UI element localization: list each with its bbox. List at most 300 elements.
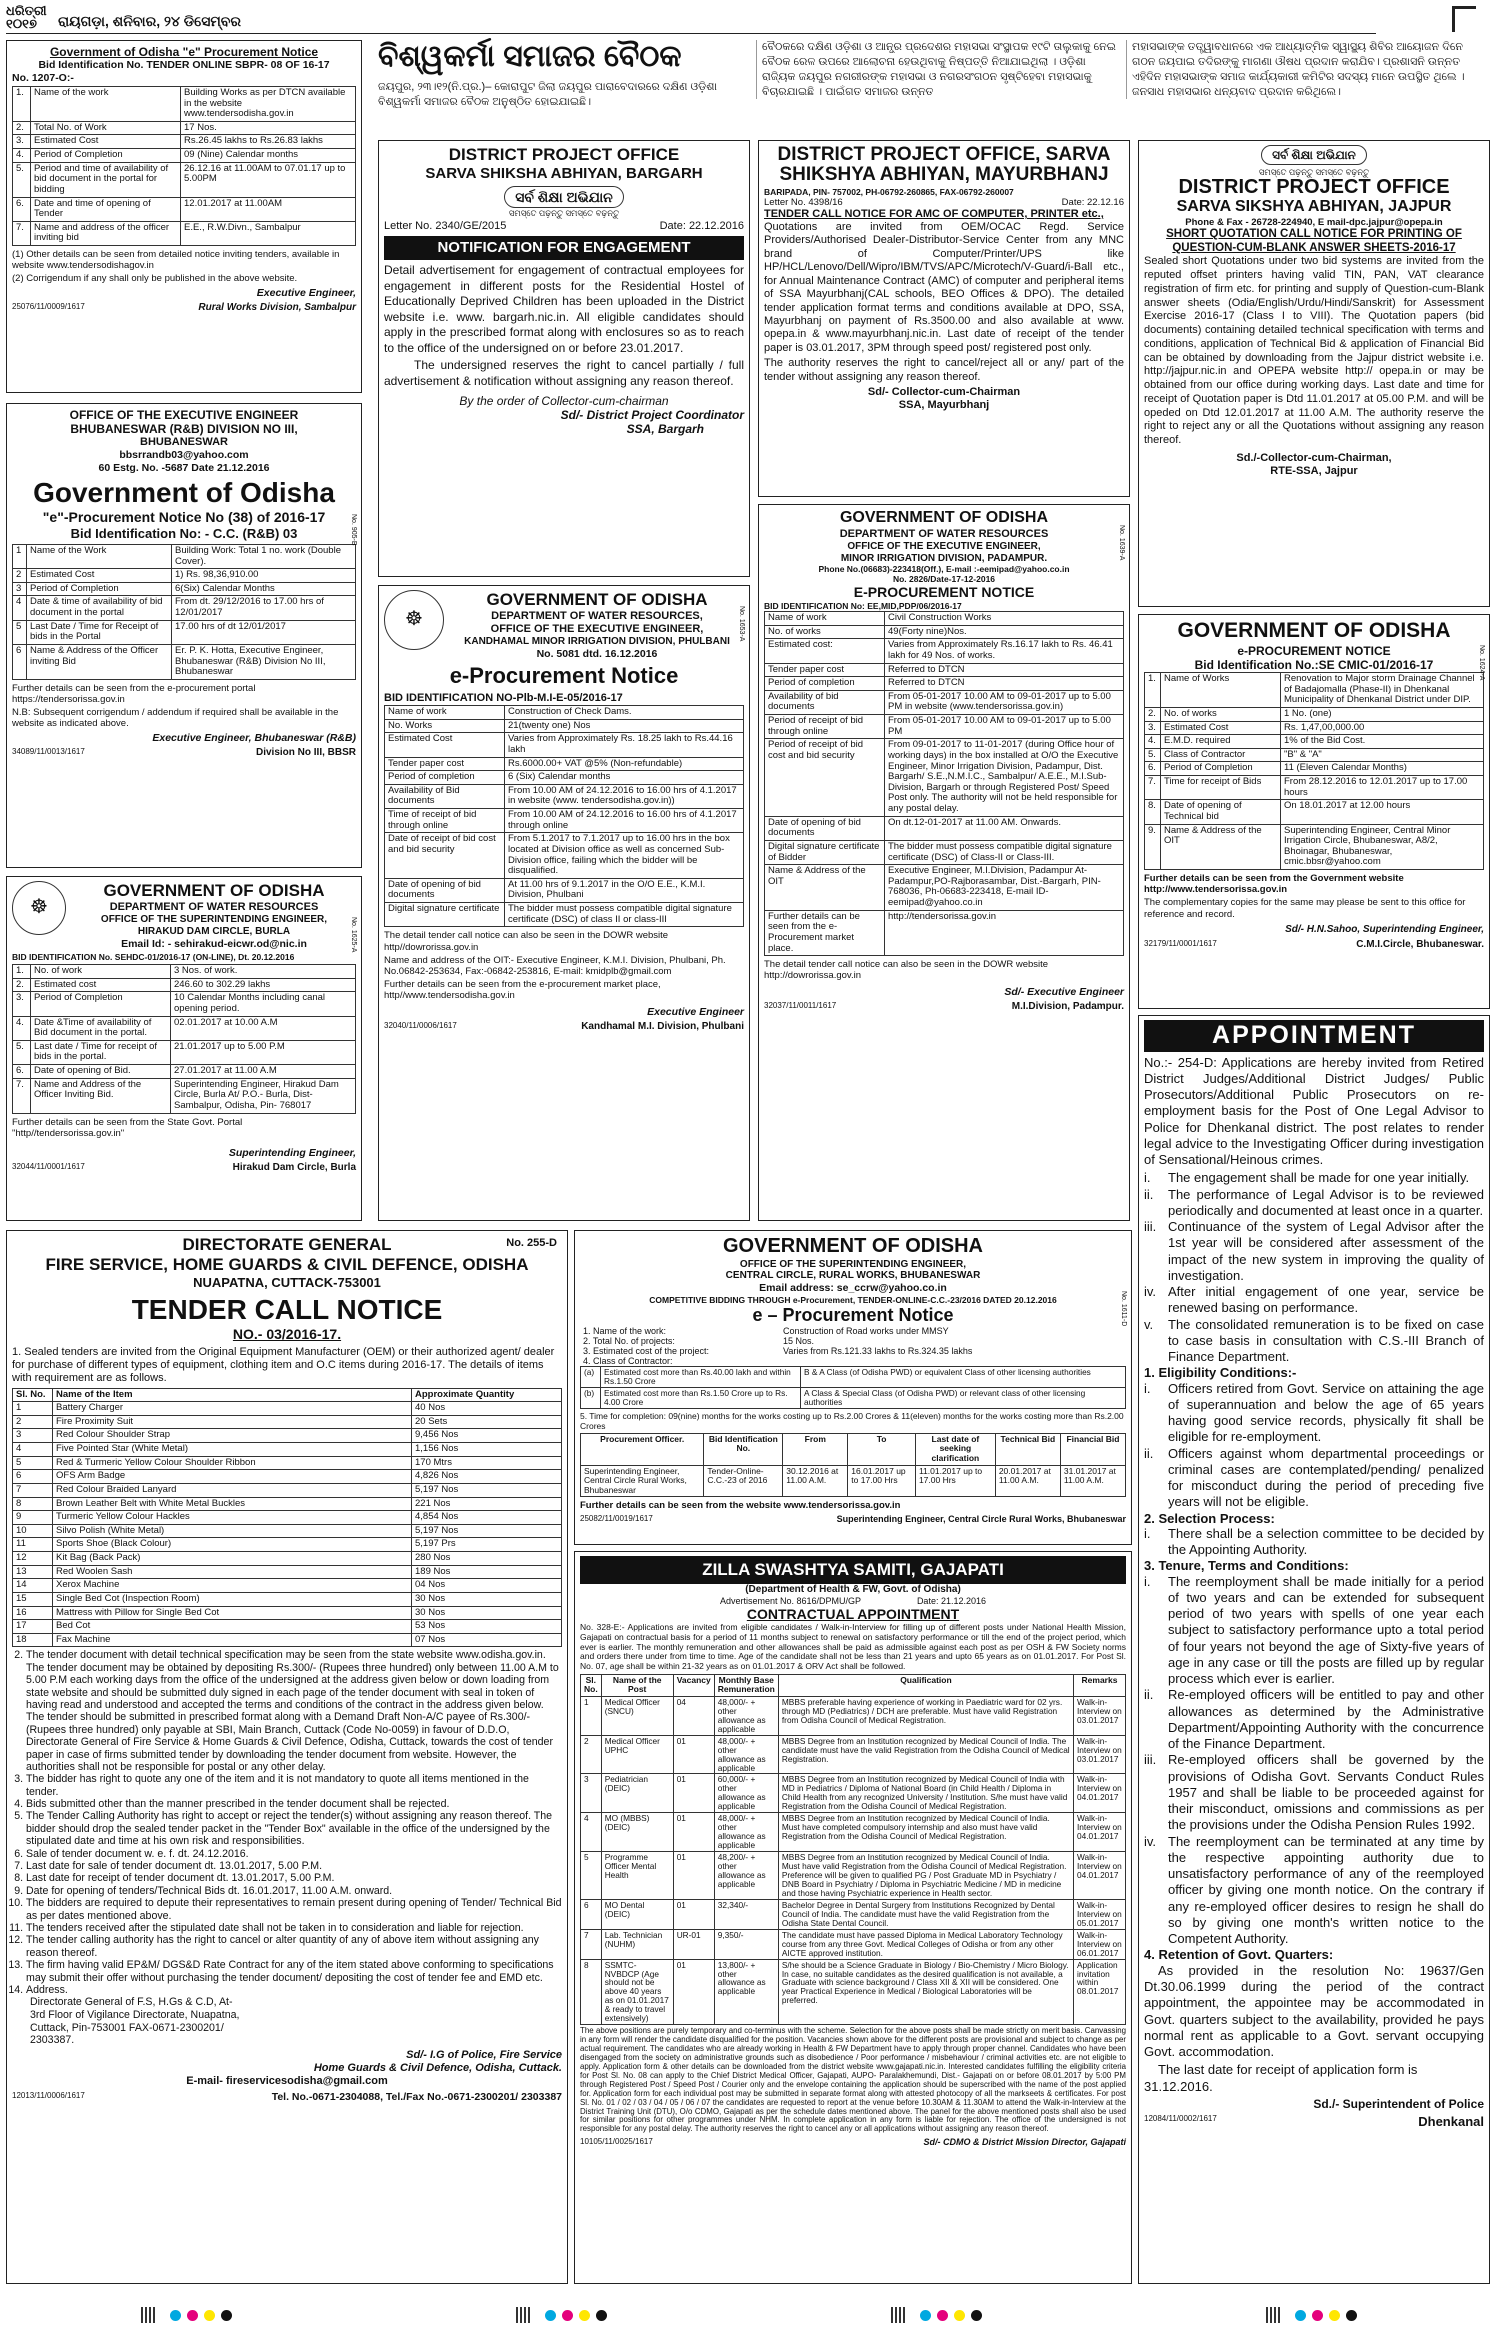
table-cell: "B" & "A" xyxy=(1281,748,1484,762)
cmic-bhubaneswar-notice: No. 1624-A GOVERNMENT OF ODISHA e-PROCUREMENT NOTICE Bid Identification No.:SE CMIC-01/2016-17 1. Name of Works Renovation to Major storm Drainage Channel of Badajomalla (Phase-II) in Dhenkanal Municipality of Dhenkanal District under DIP. 2. No. of works 1 No. (one) 3. Estimated Cost Rs. 1,47,00,000.00 4. E.M.D. required 1% of the Bid Cost. 5. Class of Contractor "B" & "A" 6. Period of Completion 11 (Eleven Calendar Months) 7. Time for receipt of Bids From 28.12.2016 to 12.01.2017 up to 17.00 hours 8. Date of opening of Technical bid On 18.01.2017 at 12.00 hours 9. Name & Address of the OIT Superintending Engineer, Central Minor Irrigation Circle, Bhubaneswar, A8/2, Bhoinagar, Bhubaneswar, cmic.bbsr@yahoo.com Further details can be seen from the Government website http://www.tendersorissa.gov.in The complementary copies for the same may please be sent to this office for reference and record. Sd/- H.N.Sahoo, Superintending Engineer, 32179/11/0001/1617 C.M.I.Circle, Bhubaneswar. xyxy=(1138,614,1490,1009)
table-cell: Period of Completion xyxy=(1161,762,1281,776)
list-item: 14. Address. xyxy=(26,1984,562,1996)
table-row xyxy=(765,739,1124,816)
table-cell: From 10.00 AM of 24.12.2016 to 16.00 hrs of 4.1.2017 in website (www. tendersodisha.gov.in)) xyxy=(505,784,744,808)
table-cell: 6 xyxy=(13,1470,53,1484)
table-cell: Building Works as per DTCN available in the website www.tendersodisha.gov.in xyxy=(181,86,356,121)
table-cell: 31.01.2017 at 11.00 A.M. xyxy=(1060,1465,1125,1497)
table-cell: 4 xyxy=(13,1443,53,1457)
table-cell: MO Dental (DEIC) xyxy=(601,1899,673,1929)
table-cell: http://tendersorissa.gov.in xyxy=(885,910,1124,956)
table-row xyxy=(581,1959,1126,2025)
color-swatch-group xyxy=(141,2307,235,2323)
table-row xyxy=(385,784,744,808)
table-cell: 48,000/- + other allowance as applicable xyxy=(714,1735,778,1774)
table-row xyxy=(13,1633,562,1647)
table-cell: Tender paper cost xyxy=(385,757,505,771)
table-cell: Medical Officer UPHC xyxy=(601,1735,673,1774)
table-cell: From 5.1.2017 to 7.1.2017 up to 16.00 hrs in the box located at Division office as well as concerned Sub-Division office, failing which the bidder will be disqualified. xyxy=(505,833,744,879)
table-cell: 11 (Eleven Calendar Months) xyxy=(1281,762,1484,776)
table-row xyxy=(13,1040,356,1064)
table-row xyxy=(1145,762,1484,776)
table-cell: 1,156 Nos xyxy=(412,1443,562,1457)
table-cell: 01 xyxy=(673,1813,714,1852)
table-cell: Date & time of availability of bid document in the portal xyxy=(27,596,172,620)
table-row xyxy=(13,1415,562,1429)
table-row xyxy=(581,1774,1126,1813)
color-swatch-group xyxy=(891,2307,985,2323)
table-cell: Silvo Polish (White Metal) xyxy=(53,1524,412,1538)
table-cell: E.E., R.W.Divn., Sambalpur xyxy=(181,221,356,245)
table-cell: Name of Works xyxy=(1161,673,1281,708)
table-cell: Superintending Engineer, Central Circle Rural Works, Bhubaneswar xyxy=(581,1465,704,1497)
table-cell: 49(Forty nine)Nos. xyxy=(885,625,1124,639)
table-row xyxy=(13,1511,562,1525)
table-cell: 12.01.2017 at 11.00AM xyxy=(181,197,356,221)
color-dot xyxy=(1295,2310,1306,2321)
table-cell: Red Woolen Sash xyxy=(53,1565,412,1579)
table-row xyxy=(580,1346,1126,1356)
table-cell: Period of Completion xyxy=(31,992,171,1016)
table-row xyxy=(385,903,744,927)
column-header: Last date of seeking clarification xyxy=(915,1433,995,1465)
table-cell: B & A Class (of Odisha PWD) or equivalent Class of other licensing authorities xyxy=(801,1367,1126,1388)
table-cell: On 18.01.2017 at 12.00 hours xyxy=(1281,800,1484,824)
gray-bar xyxy=(1266,2307,1282,2323)
table-row xyxy=(765,865,1124,911)
table-cell: Name of the work xyxy=(31,86,181,121)
table-cell: Superintending Engineer, Hirakud Dam Circle, Burla At/ P.O.- Burla, Dist- Sambalpur, Odisha, Pin- 768017 xyxy=(171,1078,356,1113)
table-row xyxy=(580,1336,1126,1346)
table-row xyxy=(1145,776,1484,800)
table-cell: Date of opening of Bid. xyxy=(31,1065,171,1079)
table-cell: 1% of the Bid Cost. xyxy=(1281,735,1484,749)
table-cell: 6. xyxy=(13,197,31,221)
column-header: Vacancy xyxy=(673,1674,714,1696)
table-cell: Rs.26.45 lakhs to Rs.26.83 lakhs xyxy=(181,135,356,149)
table-cell: 4 xyxy=(581,1813,602,1852)
table-cell: Red & Turmeric Yellow Colour Shoulder Ribbon xyxy=(53,1456,412,1470)
odisha-emblem-icon: ☸ xyxy=(12,881,66,935)
table-cell: 5,197 Nos xyxy=(412,1524,562,1538)
table-row xyxy=(13,221,356,245)
table-row xyxy=(765,639,1124,663)
table-cell: 280 Nos xyxy=(412,1552,562,1566)
table-cell: Referred to DTCN xyxy=(885,663,1124,677)
table-row xyxy=(1145,748,1484,762)
table-row xyxy=(13,596,356,620)
color-dot xyxy=(204,2310,215,2321)
table-cell: Kit Bag (Back Pack) xyxy=(53,1552,412,1566)
table-cell: 1. xyxy=(13,86,31,121)
story-lead: ଜୟପୁର, ୨୩।୧୨(ନି.ପ୍ର.)– କୋରାପୁଟ ଜିଲା ଜୟପୁର ପାରାବେଦାରରେ ଦକ୍ଷିଣ ଓଡ଼ିଶା ବିଶ୍ୱକର୍ମା ସମାଜର ବୈଠକ ଅନୁଷ୍ଠିତ ହୋଇଯାଇଛି। xyxy=(378,81,717,108)
table-row xyxy=(581,1735,1126,1774)
table-cell: Date of opening of Technical bid xyxy=(1161,800,1281,824)
corner-mark xyxy=(1452,6,1476,32)
table-row xyxy=(13,121,356,135)
table-cell: 170 Mtrs xyxy=(412,1456,562,1470)
table-cell: 5 xyxy=(581,1852,602,1900)
table-row xyxy=(385,809,744,833)
table-cell: The candidate must have passed Diploma in Medical Laboratory Technology course from any three Govt. Medical Colleges of Odisha or from any other AICTE approved institution. xyxy=(778,1929,1073,1959)
color-dot xyxy=(170,2310,181,2321)
table-cell: 27.01.2017 at 11.00 A.M xyxy=(171,1065,356,1079)
color-dot xyxy=(1346,2310,1357,2321)
zilla-swasthya-samiti-notice: ZILLA SWASHTYA SAMITI, GAJAPATI (Department of Health & FW, Govt. of Odisha) Advertisement No. 8616/DPMU/GP Date: 21.12.2016 CONTRACTUAL APPOINTMENT No. 328-E:- Applications are invited from eligible candidates / Walk-in-Interview for filling up of different posts under National Health Mission, Gajapati on contractual basis for a period of 11 months subject to renewal on satisfactory performance or till the end of the project period, which ever is earlier. The monthly remuneration and other allowances shall be paid as admissible against each post as per OSH & FW Society norms and orders there under from time to time. Age of the candidate shall not be less than 21 years and upto 65 years as on 01.01.2017. For Post Sl. No. 07, age shall be within 21-32 years as on 01.01.2017 & ORV Act shall be followed. Sl. No. Name of the Post Vacancy Monthly Base Remuneration Qualification Remarks 1 Medical Officer (SNCU) 04 48,000/- + other allowance as applicable MBBS preferable having experience of working in Paediatric ward for 02 yrs. through MD (Pediatrics) / DCH are preferable. Must have valid Registration from Odisha Council of Medical Registration. Walk-in-Interview on 03.01.2017 2 Medical Officer UPHC 01 48,000/- + other allowance as applicable MBBS Degree from an Institution recognized by Medical Council of India. The candidate must have the valid Registration from the Odisha Council of Medical Registration. Walk-in-Interview on 03.01.2017 3 Pediatrician (DEIC) 01 60,000/- + other allowance as applicable MBBS Degree from an Institution recognized by Medical Council of India with MD in Pediatrics / Diploma of National Board (in Child Health / Diploma in Child Health from any recognized University / Institution. S/he must have valid Registration from the Odisha Council of Medical Registration. Walk-in-Interview on 04.01.2017 4 MO (MBBS) (DEIC) 01 48,000/- + other allowance as applicable MBBS Degree from an Institution recognized by Medical Council of India. Must have completed compulsory internship and also must have valid Registration from the Odisha Council of Medical Registration. Walk-in-Interview on 04.01.2017 5 Programme Officer Mental Health 01 48,200/- + other allowance as applicable MBBS Degree from an Institution recognized by Medical Council of India. Must have valid Registration from the Odisha Council of Medical Registration. Preference will be given to qualified PG / Post Graduate MD in Psychiatry / DNB Board in Psychiatry / Diploma in Psychiatric Medicine / MD in medicine and those having Psychiatric experience in Health sector. Walk-in-Interview on 04.01.2017 6 MO Dental (DEIC) 01 32,340/- Bachelor Degree in Dental Surgery from Institutions Recognized by Dental Council of India. The candidate must have the valid Registration from the Odisha State Dental Council. Walk-in-Interview on 05.01.2017 7 Lab. Technician (NUHM) UR-01 9,350/- The candidate must have passed Diploma in Medical Laboratory Technology course from any three Govt. Medical Colleges of Odisha or from any other AICTE approved institution. Walk-in-Interview on 06.01.2017 8 SSMTC-NVBDCP (Age should not be above 40 years as on 01.01.2017 & ready to travel extensively) 01 13,800/- + other allowance as applicable S/he should be a Science Graduate in Biology / Bio-Chemistry / Micro Biology. In case, no suitable candidates as the desired qualification is not available, a Graduate with science background / Class XII & XII will be considered. One year Practical Experience in Medical / Biological Laboratories will be preferred. Application invitation within 08.01.2017 The above positions are purely temporary and co-terminus with the scheme. Selection for the above posts shall be made strictly on merit basis. Canvassing in any form will render the candidate disqualified for the position. Vacancies shown above for the different posts are provisional and subject to change as per actual requirement. The candidates who are already working in Health & FW Department have to apply through proper channel. Candidates who have been disengaged from the society on administrative grounds such as disobedience / Poor performance / misbehaviour / criminal activities etc. are not eligible to apply. Application form & other details can be downloaded from the district website www.gajapati.nic.in. Interested candidates fulfilling the eligibility criteria for Post Sl. No. 08 can apply to the Chief District Medical Officer, Gajapati, AUPO- Paralakhemundi, Dist.- Gajapati on or before 08.01.2017 by 5:00 PM through Registered Post / Speed Post / Courier only and the envelope containing the application should be superscribed with the name of the post applied for. Application form for each individual post may be submitted in separate format along with attested photocopy of all the markseets & certificates. For post Sl. No. 01 / 02 / 03 / 04 / 05 / 06 / 07 the candidates are requested to report at the venue before 10.30AM & 11.30AM to attend the Walk-in-Interview at the District Training Unit (DTU), O/o CDMO, Gajapati as per the schedule dates mentioned above. The panel for the above mentioned posts shall also be used for similar positions for other programmes under NHM. In complete application in any form is liable for rejection. The office of the undersigned is not responsible for any postal delay. The authority reserves the right to cancel any or all applications without assigning any reason thereof. 10105/11/0025/1617 Sd/- CDMO & District Mission Director, Gajapati xyxy=(574,1551,1132,2284)
appointment-notice: APPOINTMENT No.:- 254-D: Applications are hereby invited from Retired District Judges/Additional District Judges/ Public Prosecutors/Additional Public Prosecutors on re-employment basis for the Post of One Legal Advisor to Police for Dhenkanal district. The post relates to render legal advice to the Investigating Officer during investigation of Sensational/Heinous crimes. i. The engagement shall be made for one year initially. ii. The performance of Legal Advisor is to be reviewed periodically and documented at least once in a quarter. iii. Continuance of the system of Legal Advisor after the 1st year will be considered after assessment of the impact of the new system in improving the quality of investigation. iv. After initial engagement of one year, service be renewed basing on performance. v. The consolidated remuneration is to be fixed on case to case basis in consultation with C.S.-III Branch of Finance Department. 1. Eligibility Conditions:- i. Officers retired from Govt. Service on attaining the age of superannuation and below the age of 65 years having good service records, physically fit shall be eligible for re-employment. ii. Officers against whom departmental proceedings or criminal cases are contemplated/pending/ penalized for misconduct during the period of preceding five years will not be eligible. 2. Selection Process: i. There shall be a selection committee to be decided by the Appointing Authority. 3. Tenure, Terms and Conditions: i. The reemployment shall be made initially for a period of two years and can be extended for subsequent period of two years with spells of one year each subject to satisfactory performance upto a total period of four years not beyond the age of Sixty-five years of age in any case or till the posts are filled up by regular process which ever is earlier. ii. Re-employed officers will be entitled to pay and other allowances as determined by the Administrative Department/Appointing Authority with the concurrence of the Finance Department. iii. Re-employed officers shall be governed by the provisions of Odisha Govt. Servants Conduct Rules 1957 and shall be liable to be proceeded against for their misconduct, omissions and commissions as per the provisions under the Odisha Pension Rules 1992. iv. The reemployment can be terminated at any time by the respective appointing authority due to unsatisfactory performance of any of the reemployed officer by giving one month notice. On the contrary if any re-employed officer desires to resign he shall do so by giving one month's written notice to the Competent Authority. 4. Retention of Govt. Quarters: As provided in the resolution No: 19637/Gen Dt.30.06.1999 during the period of the contract appointment, the appointee may be accommodated in Govt. quarters subject to the availability, provided he pays normal rent as applicable to a Govt. servant occupying Govt. accommodation. The last date for receipt of application form is 31.12.2016. Sd./- Superintendent of Police 12084/11/0002/1617 Dhenkanal xyxy=(1138,1015,1490,2284)
table-row xyxy=(13,149,356,163)
table-cell: Xerox Machine xyxy=(53,1579,412,1593)
table-row xyxy=(13,1497,562,1511)
table-cell: Single Bed Cot (Inspection Room) xyxy=(53,1592,412,1606)
table-cell: The bidder must possess compatible digital signature certificate (DSC) of Class-II or Class-III. xyxy=(885,840,1124,864)
table-cell: Construction of Check Dams. xyxy=(505,706,744,720)
table-row xyxy=(13,1402,562,1416)
table-cell: 1 xyxy=(581,1696,602,1735)
table-row xyxy=(1145,673,1484,708)
table-cell: Digital signature certificate xyxy=(385,903,505,927)
column-header: Sl. No. xyxy=(581,1674,602,1696)
table-cell: Walk-in-Interview on 04.01.2017 xyxy=(1074,1813,1126,1852)
table-row xyxy=(1145,824,1484,870)
table-cell: Varies from Rs.121.33 lakhs to Rs.324.35 lakhs xyxy=(783,1345,973,1356)
table-cell: 11 xyxy=(13,1538,53,1552)
table-cell: Time of receipt of bid through online xyxy=(385,809,505,833)
table-cell: No. of works xyxy=(1161,707,1281,721)
table-cell: S/he should be a Science Graduate in Biology / Bio-Chemistry / Micro Biology. In case, no suitable candidates as the desired qualification is not available, a Graduate with science background / Class XII & XII will be considered. One year Practical Experience in Medical / Biological Laboratories will be preferred. xyxy=(778,1959,1073,2025)
table-cell: 2 xyxy=(13,1415,53,1429)
table-cell: Period of receipt of bid cost and bid security xyxy=(765,739,885,816)
table-cell: 48,000/- + other allowance as applicable xyxy=(714,1813,778,1852)
list-item: v. The consolidated remuneration is to be fixed on case to case basis in consultation with C.S.-III Branch of Finance Department. xyxy=(1144,1316,1484,1364)
story-col3: ମହାସଭାଙ୍କ ତତ୍ତ୍ୱାବଧାନରେ ଏକ ଆଧ୍ୟାତ୍ମିକ ସ୍ୱାସ୍ଥ୍ୟ ଶିବିର ଆୟୋଜନ ଦିନେ ଗଠନ ଜୟପାଇ ତଦିରଙ୍କୁ ମାଗଣା ଔଷଧ ପ୍ରଦାନ କରାଯିବ। ପ୍ରଶାସନି ଉନ୍ନତ ଏହିଦିନ ମହାସଭାଙ୍କ ସମାଜ କାର୍ଯ୍ୟକାରୀ କମିଟିର ସଦସ୍ୟ ମାନେ ଉପସ୍ଥିତ ଥିଲେ । ଜନସାଧ ମହାସଭାର ଧନ୍ୟବାଦ ପ୍ରଦାନ କରିଥିଲେ। xyxy=(1126,40,1488,99)
table-cell: 14 xyxy=(13,1579,53,1593)
table-cell: From 10.00 AM of 24.12.2016 to 16.00 hrs of 4.1.2017 through online xyxy=(505,809,744,833)
contractor-class-table xyxy=(580,1366,1126,1409)
table-row xyxy=(13,1470,562,1484)
color-dot xyxy=(954,2310,965,2321)
list-item: i. There shall be a selection committee to be decided by the Appointing Authority. xyxy=(1144,1525,1484,1558)
table-cell: Bachelor Degree in Dental Surgery from Institutions Recognized by Dental Council of India. The candidate must have the valid Registration from the Odisha State Dental Council. xyxy=(778,1899,1073,1929)
table-row xyxy=(13,135,356,149)
list-item: 5. The Tender Calling Authority has right to accept or reject the tender(s) without assigning any reason thereof. The bidder should drop the sealed tender packet in the "Tender Box" available in the office of the undersigned by the stipulated date and time at his own risk and responsibilities. xyxy=(26,1810,562,1847)
table-row xyxy=(581,1696,1126,1735)
table-cell: Er. P. K. Hotta, Executive Engineer, Bhubaneswar (R&B) Division No III, Bhubaneswar xyxy=(172,644,356,679)
table-cell: 4,854 Nos xyxy=(412,1511,562,1525)
table-cell: 4,826 Nos xyxy=(412,1470,562,1484)
table-row xyxy=(385,878,744,902)
table-cell: Walk-in-Interview on 04.01.2017 xyxy=(1074,1852,1126,1900)
table-cell: Construction of Road works under MMSY xyxy=(783,1325,949,1336)
story-col2: ବୈଠକରେ ଦକ୍ଷିଣ ଓଡ଼ିଶା ଓ ଆନ୍ଧ୍ର ପ୍ରଦେଶର ମହାସଭା ସଂସ୍ଥାପକ ୧୯ଟି ତାଲୁକାକୁ ନେଇ ବୈଠକ ରେଳ ଉପରେ ଆଲୋଚନା ହେଉଥିବାକୁ ନିଷ୍ପତ୍ତି ନିଆଯାଇଥିଲା । ଓଡ଼ିଶା ରାଜ୍ୟିକ ଜୟପୁର ନଗରୀରଙ୍କ ମହାସଭା ଓ ନଗରସଂଗଠନ ସୃଷ୍ଟିହେବା ମହାସଭାକୁ ବିଚାରଯାଇଛି । ପାଇଁଗତ ସମାଜର ଉନ୍ନତ xyxy=(756,40,1116,99)
table-row xyxy=(765,715,1124,739)
table-cell: 1 xyxy=(13,1402,53,1416)
table-cell: Date and time of opening of Tender xyxy=(31,197,181,221)
table-row xyxy=(13,1456,562,1470)
table-row xyxy=(385,757,744,771)
table-cell: Total No. of Work xyxy=(31,121,181,135)
table-cell: 5. xyxy=(13,1040,31,1064)
table-row xyxy=(13,544,356,568)
column-header: Qualification xyxy=(778,1674,1073,1696)
table-cell: Period of Completion xyxy=(27,582,172,596)
color-dot xyxy=(187,2310,198,2321)
table-cell: 04 Nos xyxy=(412,1579,562,1593)
table-cell: Superintending Engineer, Central Minor Irrigation Circle, Bhubaneswar, A8/2, Bhoinagar, Bhubaneswar, cmic.bbsr@yahoo.com xyxy=(1281,824,1484,870)
table-cell: Five Pointed Star (White Metal) xyxy=(53,1443,412,1457)
table-cell: No. of work xyxy=(31,965,171,979)
table-cell: 30.12.2016 at 11.00 A.M. xyxy=(783,1465,848,1497)
gray-bar xyxy=(141,2307,157,2323)
table-row xyxy=(13,1524,562,1538)
table-cell: 5 xyxy=(13,1456,53,1470)
table-cell: 2. xyxy=(13,121,31,135)
table-cell: 1 No. (one) xyxy=(1281,707,1484,721)
column-header: Bid Identification No. xyxy=(704,1433,783,1465)
table-row xyxy=(385,706,744,720)
table-cell: MBBS Degree from an Institution recognized by Medical Council of India. Must have valid Registration from the Odisha Council of Medical Registration. Preference will be given to qualified PG / Post Graduate MD in Psychiatry / DNB Board in Psychiatry / Diploma in Psychiatric Medicine / MD in medicine and those having Psychiatric experience in Health sector. xyxy=(778,1852,1073,1900)
color-dot xyxy=(937,2310,948,2321)
work-summary xyxy=(580,1326,1126,1366)
table-cell: Referred to DTCN xyxy=(885,677,1124,691)
table-cell: UR-01 xyxy=(673,1929,714,1959)
table-cell: A Class & Special Class (of Odisha PWD) or relevant class of other licensing authorities xyxy=(801,1388,1126,1409)
table-cell: MBBS Degree from an Institution recognized by Medical Council of India. Must have completed compulsory internship and also must have valid Registration from the Odisha Council of Medical Registration. xyxy=(778,1813,1073,1852)
table-cell: 4 xyxy=(13,596,27,620)
table-cell: Estimated Cost xyxy=(27,569,172,583)
table-cell: 3. xyxy=(13,992,31,1016)
table-row xyxy=(13,644,356,679)
table-cell: Sports Shoe (Black Colour) xyxy=(53,1538,412,1552)
table-row xyxy=(13,965,356,979)
table-row xyxy=(581,1367,1126,1388)
table-cell: Rs.6000.00+ VAT @5% (Non-refundable) xyxy=(505,757,744,771)
color-dot xyxy=(1329,2310,1340,2321)
table-cell: 01 xyxy=(673,1852,714,1900)
table-cell: Civil Construction Works xyxy=(885,612,1124,626)
list-item: 12. The tender calling authority has the right to cancel or alter quantity of any of above item without assigning any reason thereof. xyxy=(26,1934,562,1959)
table-row xyxy=(1145,707,1484,721)
table-row xyxy=(581,1388,1126,1409)
table-cell: 07 Nos xyxy=(412,1633,562,1647)
table-cell: 4. xyxy=(13,149,31,163)
table-cell: 1) Rs. 98,36,910.00 xyxy=(172,569,356,583)
table-cell: Date of opening of bid documents xyxy=(385,878,505,902)
table-cell: (a) xyxy=(581,1367,601,1388)
table-cell: Availability of bid documents xyxy=(765,690,885,714)
table-row xyxy=(581,1813,1126,1852)
table-row xyxy=(765,677,1124,691)
column-header: To xyxy=(848,1433,916,1465)
table-cell: Name of work xyxy=(385,706,505,720)
table-cell: Class of Contractor xyxy=(1161,748,1281,762)
table-cell: 01 xyxy=(673,1774,714,1813)
table-cell: MBBS Degree from an Institution recognized by Medical Council of India. The candidate must have the valid Registration from the Odisha Council of Medical Registration. xyxy=(778,1735,1073,1774)
masthead xyxy=(6,4,1376,34)
table-cell: MBBS Degree from an Institution recognized by Medical Council of India with MD in Pediatrics / Diploma of National Board (in Child Health / Diploma in Child Health from any recognized University / Institution. S/he must have valid Registration from the Odisha Council of Medical Registration. xyxy=(778,1774,1073,1813)
table-row xyxy=(13,1016,356,1040)
table-cell: MBBS preferable having experience of working in Paediatric ward for 02 yrs. through MD (Pediatrics) / DCH are preferable. Must have valid Registration from Odisha Council of Medical Registration. xyxy=(778,1696,1073,1735)
print-registration-marks xyxy=(0,2300,1500,2330)
table-row xyxy=(13,1606,562,1620)
table-cell: Name of the Work xyxy=(27,544,172,568)
table-cell: 10 xyxy=(13,1524,53,1538)
list-item: 6. Sale of tender document w. e. f. dt. 24.12.2016. xyxy=(26,1848,562,1860)
table-cell: 6 xyxy=(13,644,27,679)
table-cell: Estimated Cost xyxy=(385,733,505,757)
table-cell: Availability of Bid documents xyxy=(385,784,505,808)
list-item: i. Officers retired from Govt. Service on attaining the age of superannuation and below the age of 65 years having good service records, physically fit shall be eligible for re-employment. xyxy=(1144,1380,1484,1445)
table-cell: 5. xyxy=(1145,748,1161,762)
table-row xyxy=(13,620,356,644)
table-cell: 5,197 Prs xyxy=(412,1538,562,1552)
table-cell: 1. xyxy=(13,965,31,979)
table-cell: E.M.D. required xyxy=(1161,735,1281,749)
table-cell: 6 (Six) Calendar months xyxy=(505,771,744,785)
table-row xyxy=(765,625,1124,639)
table-cell: 7. xyxy=(1145,776,1161,800)
table-row xyxy=(581,1852,1126,1900)
table-cell: Last Date / Time for Receipt of bids in the Portal xyxy=(27,620,172,644)
list-item: 8. Last date for receipt of tender document dt. 13.01.2017, 5.00 P.M. xyxy=(26,1872,562,1884)
list-item: 10. The bidders are required to depute their representatives to remain present during opening of Tender/ Technical Bid as per dates mentioned above. xyxy=(26,1897,562,1922)
list-item: 7. Last date for sale of tender document dt. 13.01.2017, 5.00 P.M. xyxy=(26,1860,562,1872)
table-cell: 2 xyxy=(13,569,27,583)
news-story xyxy=(378,40,1488,140)
table-cell: OFS Arm Badge xyxy=(53,1470,412,1484)
list-item: 4. Bids submitted other than the manner prescribed in the tender document shall be rejected. xyxy=(26,1798,562,1810)
table-row xyxy=(13,1065,356,1079)
table-cell: 2. xyxy=(1145,707,1161,721)
table-row xyxy=(1145,800,1484,824)
table-cell: 15 Nos. xyxy=(783,1335,815,1346)
table-row xyxy=(385,833,744,879)
table-cell: Mattress with Pillow for Single Bed Cot xyxy=(53,1606,412,1620)
table-row xyxy=(765,612,1124,626)
odisha-emblem-icon: ☸ xyxy=(384,590,444,650)
color-dot xyxy=(920,2310,931,2321)
color-dot xyxy=(1312,2310,1323,2321)
color-dot xyxy=(562,2310,573,2321)
table-cell: 7. xyxy=(13,221,31,245)
table-cell: Last date / Time for receipt of bids in the portal. xyxy=(31,1040,171,1064)
table-cell: 189 Nos xyxy=(412,1565,562,1579)
table-cell: Medical Officer (SNCU) xyxy=(601,1696,673,1735)
table-row xyxy=(13,1552,562,1566)
table-cell: No. Works xyxy=(385,719,505,733)
table-cell: 30 Nos xyxy=(412,1592,562,1606)
table-row xyxy=(13,197,356,221)
table-cell: 6 xyxy=(581,1899,602,1929)
table-cell: 3 xyxy=(581,1774,602,1813)
table-cell: 5 xyxy=(13,620,27,644)
table-cell: Varies from Approximately Rs. 18.25 lakh to Rs.44.16 lakh xyxy=(505,733,744,757)
ssa-logo: ସର୍ବ ଶିକ୍ଷା ଅଭିଯାନ xyxy=(504,186,624,209)
table-cell: 30 Nos xyxy=(412,1606,562,1620)
table-cell: Name and Address of the Officer Inviting Bid. xyxy=(31,1078,171,1113)
table-cell: No. of works xyxy=(765,625,885,639)
table-cell: At 11.00 hrs of 9.1.2017 in the O/O E.E., K.M.I. Division, Phulbani xyxy=(505,878,744,902)
list-item: iii. Continuance of the system of Legal Advisor after the 1st year will be considered after assessment of the impact of the new system in improving the quality of investigation. xyxy=(1144,1219,1484,1283)
table-row xyxy=(385,771,744,785)
list-item: 2. The tender document with detail technical specification may be seen from the state website www.odisha.gov.in. The tender document may be obtained by depositing Rs.300/- (Rupees three hundred) only between 11.00 A.M to 5.00 P.M each working days from the office of the undersigned at the address given below or down loading from state website and should be submitted duly signed in each page of the tender document with seal in token of having read and understood and accepted the terms and conditions of the contract in the address given below. The tender should be submitted in prescribed format along with a Demand Draft Non-A/C payee of Rs.300/- (Rupees three hundred) only payable at SBI, Main Branch, Cuttack (Code No-0059) in favour of D.D.O, Directorate General of Fire Service & Home Guards & Civil Defence, Odisha, Cuttack, towards the cost of tender paper in case of firms submitted tender by downloading the tender document from website. However, the authorities shall not be responsible for postal or any other delay. xyxy=(26,1649,562,1773)
table-cell: From 09-01-2017 to 11-01-2017 (during Office hour of working days) in the box installed at O/O the Executive Engineer, Minor Irrigation Division, Padampur, Dist. Bargarh/ S.E.,N.M.I.C., Sambalpur/ A.E.E., M.I.Sub-Division, Bargarh or through Registered Post/ Speed Post only. The authority will not be held responsible for any postal delay. xyxy=(885,739,1124,816)
table-cell: Walk-in-Interview on 05.01.2017 xyxy=(1074,1899,1126,1929)
bid-schedule-table xyxy=(580,1433,1126,1497)
ssa-jajpur-notice: ସର୍ବ ଶିକ୍ଷା ଅଭିଯାନ ସମସ୍ତେ ପଢ଼ନ୍ତୁ ସମସ୍ତେ ବଢ଼ନ୍ତୁ DISTRICT PROJECT OFFICE SARVA SIKSHYA ABHIYAN, JAJPUR Phone & Fax - 26728-224940, E mail-dpc.jajpur@opepa.in SHORT QUOTATION CALL NOTICE FOR PRINTING OF QUESTION-CUM-BLANK ANSWER SHEETS-2016-17 Sealed short Quotations under two bid systems are invited from the reputed offset printers having valid TIN, PAN, VAT clearance registration of firm etc. for printing and supply of Question-cum-Blank answer sheets (Odia/English/Urdu/Hindi/Sanskrit) for Assessment Exercise 2016-17 (Class I to VIII). The Quotation papers (bid documents) containing detailed technical specification with terms and conditions, application of Technical Bid & application of Financial Bid can be obtained by downloading from the Jajpur district website i.e. http://jajpur.nic.in and OPEPA website http:// opepa.in or may be obtained from our office during working days. Last date and time for receipt of Quotation paper is Dtd 11.01.2017 at 05.00 P.M. and will be opeded on Dtd 12.01.2017 at 11.00 A.M. The authority reserve the right to reject any or all the Quotations without assigning any reason thereof. Sd./-Collector-cum-Chairman, RTE-SSA, Jajpur xyxy=(1138,140,1490,607)
table-cell: 15 xyxy=(13,1592,53,1606)
table-cell: 2. Total No. of projects: xyxy=(583,1335,675,1346)
column-header: Procurement Officer. xyxy=(581,1433,704,1465)
table-cell: 2. xyxy=(13,978,31,992)
table-cell: The bidder must possess compatible digital signature certificate (DSC) of class II or class-III xyxy=(505,903,744,927)
table-cell: 1. xyxy=(1145,673,1161,708)
column-header: Monthly Base Remuneration xyxy=(714,1674,778,1696)
table-cell: Digital signature certificate of Bidder xyxy=(765,840,885,864)
table-cell: 32,340/- xyxy=(714,1899,778,1929)
table-row xyxy=(581,1929,1126,1959)
table-cell: 7. xyxy=(13,1078,31,1113)
table-cell: MO (MBBS) (DEIC) xyxy=(601,1813,673,1852)
table-row xyxy=(765,816,1124,840)
table-cell: 3 xyxy=(13,1429,53,1443)
table-cell: Estimated cost more than Rs.1.50 Crore up to Rs. 4.00 Crore xyxy=(601,1388,801,1409)
table-cell: 53 Nos xyxy=(412,1620,562,1634)
table-cell: 16 xyxy=(13,1606,53,1620)
list-item: ii. Re-employed officers will be entitled to pay and other allowances as determined by the Administrative Department/Appointing Authority with the concurrence of the Finance Department. xyxy=(1144,1687,1484,1752)
table-cell: Fire Proximity Suit xyxy=(53,1415,412,1429)
table-cell: 17.00 hrs of dt 12/01/2017 xyxy=(172,620,356,644)
table-cell: Name and address of the officer inviting bid xyxy=(31,221,181,245)
table-cell: 26.12.16 at 11.00AM to 07.01.17 up to 5.00PM xyxy=(181,162,356,197)
table-cell: Estimated cost xyxy=(31,978,171,992)
table-cell: 3. xyxy=(13,135,31,149)
table-cell: Brown Leather Belt with White Metal Buckles xyxy=(53,1497,412,1511)
table-cell: From 28.12.2016 to 12.01.2017 up to 17.00 hours xyxy=(1281,776,1484,800)
list-item: iii. Re-employed officers shall be governed by the provisions of Odisha Govt. Servants Conduct Rules 1957 and shall be liable to be proceeded against for their misconduct, omissions and commissions as per the provisions under the Odisha Pension Rules 1992. xyxy=(1144,1752,1484,1833)
table-cell: Time for receipt of Bids xyxy=(1161,776,1281,800)
table-cell: 8 xyxy=(13,1497,53,1511)
table-cell: 18 xyxy=(13,1633,53,1647)
sambalpur-details xyxy=(12,86,356,246)
table-cell: 01 xyxy=(673,1899,714,1929)
table-cell: 5. xyxy=(13,162,31,197)
table-cell: Name & Address of the OIT xyxy=(1161,824,1281,870)
table-row xyxy=(13,1592,562,1606)
gray-bar xyxy=(891,2307,907,2323)
table-cell: 7 xyxy=(581,1929,602,1959)
table-row xyxy=(13,1483,562,1497)
table-cell: 9,456 Nos xyxy=(412,1429,562,1443)
table-cell: Tender-Online-C.C.-23 of 2016 xyxy=(704,1465,783,1497)
table-cell: Renovation to Major storm Drainage Channel of Badajomalla (Phase-II) in Dhenkanal Municipality of Dhenkanal District under DIP. xyxy=(1281,673,1484,708)
table-cell: 6. xyxy=(13,1065,31,1079)
table-cell: Building Work: Total 1 no. work (Double Cover). xyxy=(172,544,356,568)
table-row xyxy=(580,1356,1126,1366)
ssa-mayurbhanj-notice: DISTRICT PROJECT OFFICE, SARVA SHIKSHYA ABHIYAN, MAYURBHANJ BARIPADA, PIN- 757002, PH-06792-260865, FAX-06792-260007 Letter No. 4398/16 Date: 22.12.16 TENDER CALL NOTICE FOR AMC OF COMPUTER, PRINTER etc., Quotations are invited from OEM/OCAC Regd. Service Providers/Authorised Dealer-Distributor-Service Center from any MNC brand of Computer/Printer/UPS like HP/HCL/Lenovo/Dell/Wipro/IBM/TVS/APC/Microtech/V-Guard/i-Ball etc., for Annual Maintenance Contract (AMC) of computer and peripheral items of SSA Mayurbhanj(CAL schools, BEO Offices & DPO). The detailed tender application format terms and conditions available at DPO, SSA, Mayurbhanj on payment of Rs.3500.00 and also available at www. opepa.in & www.mayurbhanj.nic.in. Last date of receipt of the tender paper is 03.01.2017, 3PM through speed post/ registered post only. The authority reserves the right to cancel/reject all or any/ part of the tender without assigning any reason thereof. Sd/- Collector-cum-Chairman SSA, Mayurbhanj xyxy=(758,140,1130,497)
table-row xyxy=(13,992,356,1016)
table-row xyxy=(1145,721,1484,735)
table-cell: Turmeric Yellow Colour Hackles xyxy=(53,1511,412,1525)
table-cell: 04 xyxy=(673,1696,714,1735)
column-header: From xyxy=(783,1433,848,1465)
table-row xyxy=(765,840,1124,864)
column-header: Technical Bid xyxy=(995,1433,1060,1465)
table-cell: 48,200/- + other allowance as applicable xyxy=(714,1852,778,1900)
table-cell: Battery Charger xyxy=(53,1402,412,1416)
table-cell: 20.01.2017 at 11.00 A.M. xyxy=(995,1465,1060,1497)
table-cell: 8 xyxy=(581,1959,602,2025)
